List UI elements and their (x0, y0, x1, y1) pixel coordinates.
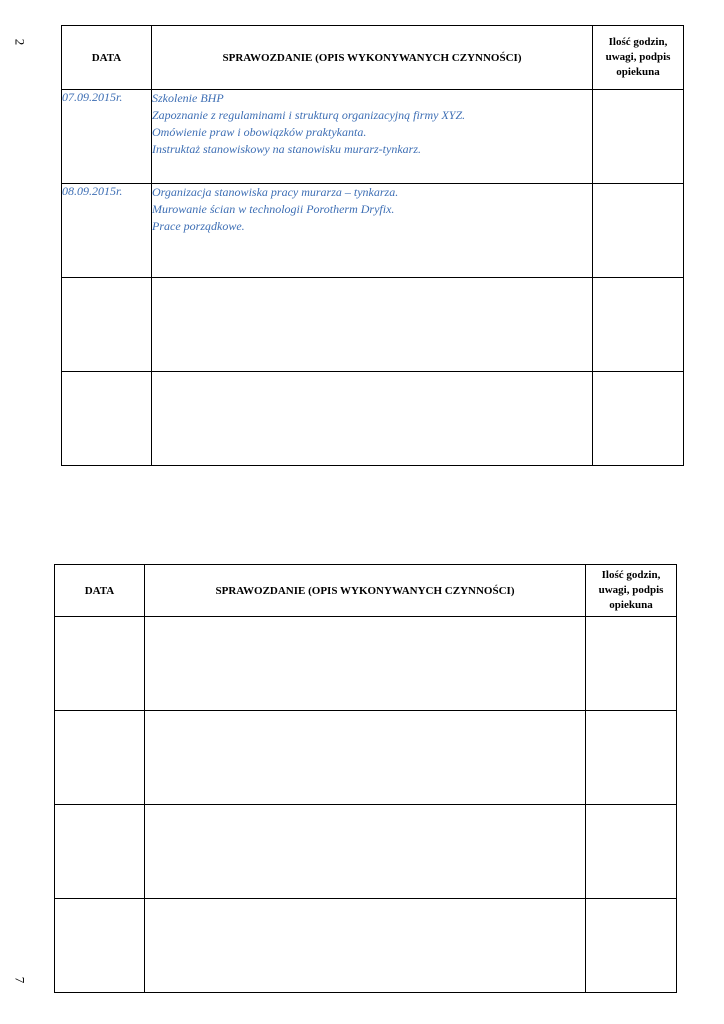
entry-line: Instruktaż stanowiskowy na stanowisku murarz-tynkarz. (152, 142, 422, 156)
entry-line: Organizacja stanowiska pracy murarza – tynkarza. (152, 185, 399, 199)
entry-line: Murowanie ścian w technologii Porotherm Dryfix. (152, 202, 395, 216)
header-description: SPRAWOZDANIE (OPIS WYKONYWANYCH CZYNNOŚCI) (152, 26, 593, 90)
table-row (62, 372, 684, 466)
entry-date (55, 899, 145, 993)
header-row (62, 26, 684, 90)
entry-hours (593, 90, 684, 184)
header-hours-line: opiekuna (609, 599, 653, 611)
entry-description (145, 899, 586, 993)
entry-date: 08.09.2015r. (62, 184, 152, 278)
table-row (62, 278, 684, 372)
header-hours-line: opiekuna (616, 66, 660, 78)
entry-hours (586, 805, 677, 899)
header-description: SPRAWOZDANIE (OPIS WYKONYWANYCH CZYNNOŚCI) (145, 565, 586, 617)
entry-description (145, 617, 586, 711)
entry-hours (593, 372, 684, 466)
entry-line: Szkolenie BHP (152, 91, 224, 105)
report-table-bottom (54, 564, 677, 993)
entry-hours (593, 184, 684, 278)
header-hours-line: uwagi, podpis (605, 51, 671, 63)
table-row (55, 711, 677, 805)
page-number-bottom: 7 (12, 976, 28, 984)
entry-description (152, 372, 593, 466)
header-hours (586, 565, 677, 617)
page-number-top: 2 (12, 38, 28, 46)
header-hours-line: uwagi, podpis (598, 584, 664, 596)
table-row (55, 805, 677, 899)
entry-description (145, 711, 586, 805)
entry-description (152, 278, 593, 372)
report-table-top (61, 25, 684, 466)
table-row (55, 617, 677, 711)
entry-description (152, 184, 593, 278)
header-date: DATA (55, 565, 145, 617)
header-hours (593, 26, 684, 90)
entry-description (145, 805, 586, 899)
entry-date (55, 711, 145, 805)
table-row (55, 899, 677, 993)
table-row (62, 90, 684, 184)
entry-hours (586, 711, 677, 805)
entry-hours (586, 899, 677, 993)
entry-date (62, 372, 152, 466)
entry-date: 07.09.2015r. (62, 90, 152, 184)
entry-hours (586, 617, 677, 711)
header-date: DATA (62, 26, 152, 90)
table-row (62, 184, 684, 278)
entry-date (62, 278, 152, 372)
entry-hours (593, 278, 684, 372)
entry-line: Omówienie praw i obowiązków praktykanta. (152, 125, 367, 139)
header-row (55, 565, 677, 617)
entry-date (55, 617, 145, 711)
entry-line: Prace porządkowe. (152, 219, 245, 233)
entry-date (55, 805, 145, 899)
entry-line: Zapoznanie z regulaminami i strukturą organizacyjną firmy XYZ. (152, 108, 466, 122)
header-hours-line: Ilość godzin, (601, 569, 661, 581)
header-hours-line: Ilość godzin, (608, 36, 668, 48)
entry-description (152, 90, 593, 184)
